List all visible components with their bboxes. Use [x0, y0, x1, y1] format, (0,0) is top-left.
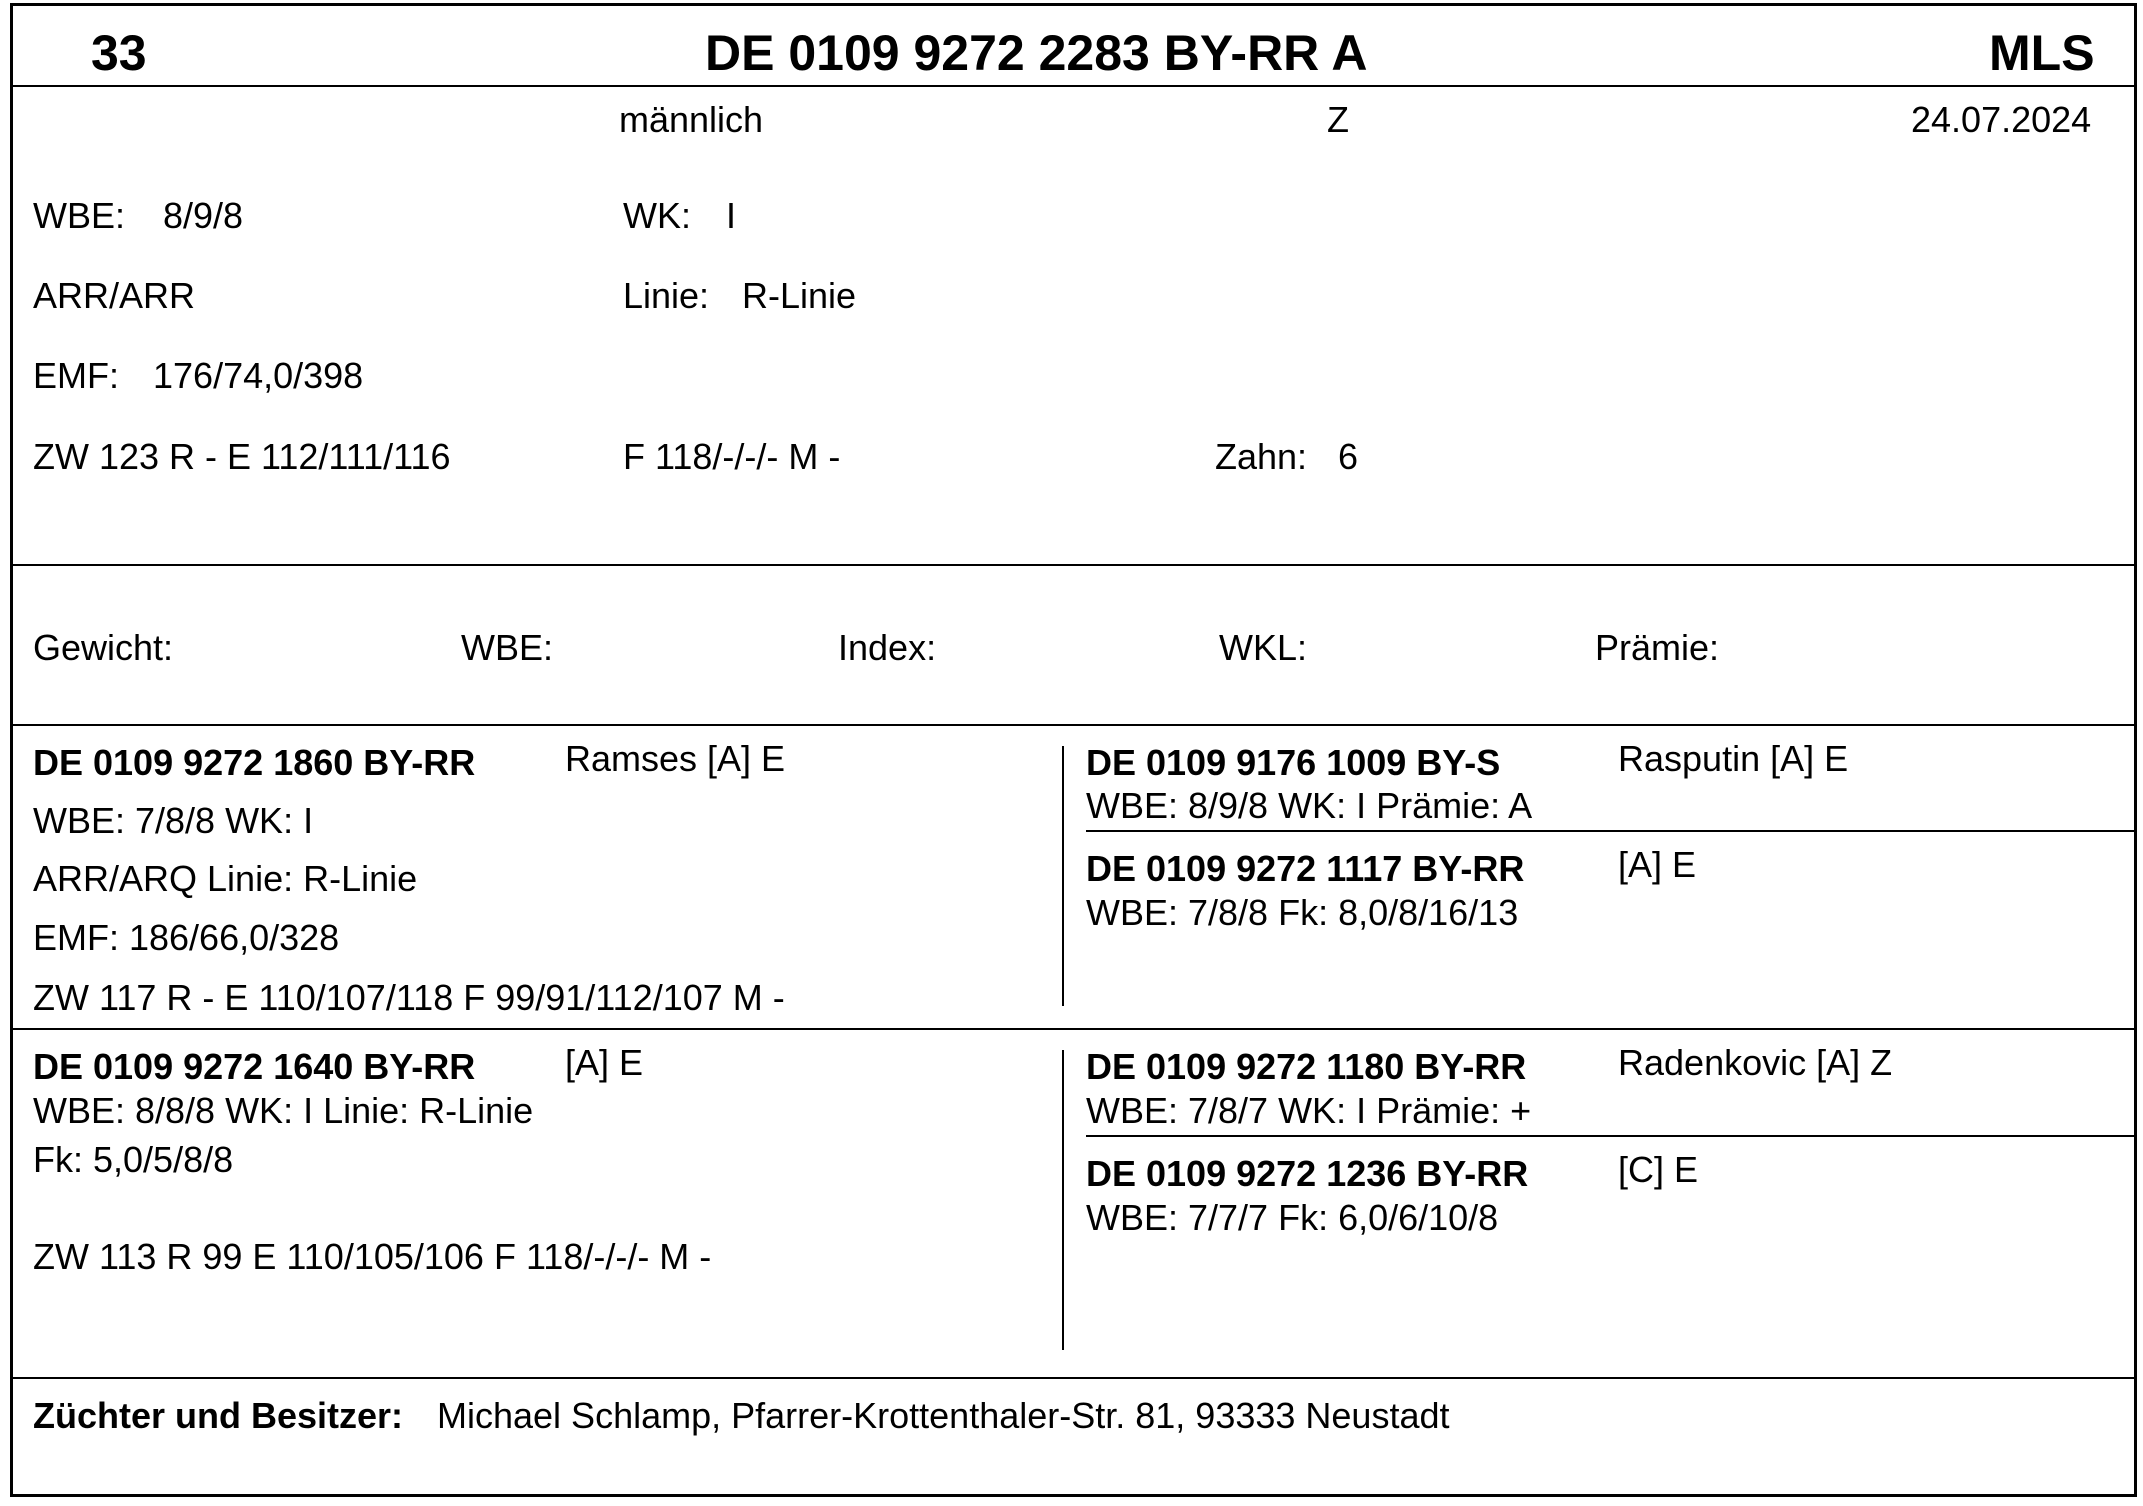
fleece-values: F 118/-/-/- M -	[623, 436, 841, 477]
sire-column-divider	[1062, 746, 1064, 1006]
wk-value: I	[726, 195, 737, 236]
sire-line-1: WBE: 7/8/8 WK: I	[33, 800, 314, 841]
index-label: Index:	[838, 627, 937, 668]
dam-sire-name: Radenkovic [A] Z	[1618, 1042, 1893, 1083]
sire-line-4: ZW 117 R - E 110/107/118 F 99/91/112/107 M -	[33, 977, 785, 1018]
sire-sire-ring: DE 0109 9176 1009 BY-S	[1086, 742, 1501, 783]
emf-label: EMF:	[33, 355, 119, 396]
assessment-divider	[13, 724, 2134, 726]
wkl-label: WKL:	[1219, 627, 1308, 668]
sire-ring: DE 0109 9272 1860 BY-RR	[33, 742, 476, 783]
zahn-label: Zahn:	[1215, 436, 1308, 477]
catalog-number: 33	[91, 25, 147, 81]
wbe-value: 8/9/8	[163, 195, 244, 236]
praemie-label: Prämie:	[1595, 627, 1720, 668]
dam-grandparent-divider	[1086, 1135, 2134, 1137]
dam-line-2: Fk: 5,0/5/8/8	[33, 1139, 234, 1180]
info-divider	[13, 564, 2134, 566]
mark: Z	[1327, 99, 1349, 140]
dam-line-3: ZW 113 R 99 E 110/105/106 F 118/-/-/- M -	[33, 1236, 712, 1277]
dam-column-divider	[1062, 1050, 1064, 1350]
breeder-label: Züchter und Besitzer:	[33, 1395, 404, 1436]
sire-sire-line-1: WBE: 8/9/8 WK: I Prämie: A	[1086, 785, 1533, 826]
breeder-value: Michael Schlamp, Pfarrer-Krottenthaler-Str. 81, 93333 Neustadt	[437, 1395, 1450, 1436]
sire-grandparent-divider	[1086, 830, 2134, 832]
emf-value: 176/74,0/398	[153, 355, 364, 396]
wbe-label: WBE:	[33, 195, 126, 236]
genotype: ARR/ARR	[33, 275, 196, 316]
dam-dam-ring: DE 0109 9272 1236 BY-RR	[1086, 1153, 1529, 1194]
sire-dam-divider	[13, 1028, 2134, 1030]
sire-name: Ramses [A] E	[565, 738, 786, 779]
breeding-values: ZW 123 R - E 112/111/116	[33, 436, 451, 477]
gewicht-label: Gewicht:	[33, 627, 174, 668]
dam-line-1: WBE: 8/8/8 WK: I Linie: R-Linie	[33, 1090, 534, 1131]
sire-sire-name: Rasputin [A] E	[1618, 738, 1849, 779]
linie-value: R-Linie	[742, 275, 857, 316]
breed-code: MLS	[1989, 25, 2095, 81]
dam-dam-line-1: WBE: 7/7/7 Fk: 6,0/6/10/8	[1086, 1197, 1499, 1238]
assessment-wbe-label: WBE:	[461, 627, 554, 668]
zahn-value: 6	[1338, 436, 1359, 477]
dam-dam-name: [C] E	[1618, 1149, 1699, 1190]
sire-dam-ring: DE 0109 9272 1117 BY-RR	[1086, 848, 1525, 889]
breeder-divider	[13, 1377, 2134, 1379]
date: 24.07.2024	[1911, 99, 2092, 140]
header-divider	[13, 85, 2134, 87]
sire-line-3: EMF: 186/66,0/328	[33, 917, 340, 958]
ring-number-title: DE 0109 9272 2283 BY-RR A	[705, 25, 1368, 81]
dam-sire-ring: DE 0109 9272 1180 BY-RR	[1086, 1046, 1527, 1087]
linie-label: Linie:	[623, 275, 710, 316]
dam-name: [A] E	[565, 1042, 644, 1083]
sire-dam-name: [A] E	[1618, 844, 1697, 885]
sire-line-2: ARR/ARQ Linie: R-Linie	[33, 858, 418, 899]
dam-sire-line-1: WBE: 7/8/7 WK: I Prämie: +	[1086, 1090, 1532, 1131]
pedigree-card	[10, 3, 2137, 1497]
dam-ring: DE 0109 9272 1640 BY-RR	[33, 1046, 476, 1087]
wk-label: WK:	[623, 195, 691, 236]
sire-dam-line-1: WBE: 7/8/8 Fk: 8,0/8/16/13	[1086, 892, 1519, 933]
sex: männlich	[619, 99, 764, 140]
